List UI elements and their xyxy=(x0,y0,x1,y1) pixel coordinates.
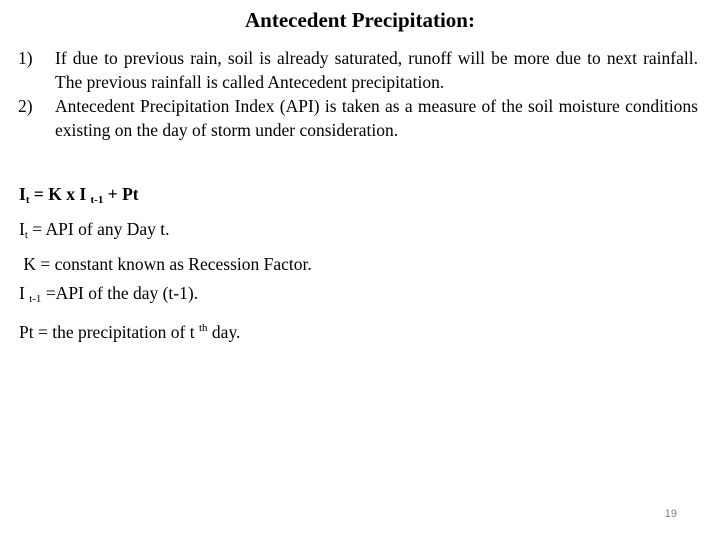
item-text: If due to previous rain, soil is already saturated, runoff will be more due to next rainfall. The previous rainfall is called Antecedent precipitation. xyxy=(55,48,698,92)
list-item xyxy=(18,94,698,142)
item-number: 2) xyxy=(18,96,33,116)
formula-prev-sub: t-1 xyxy=(90,194,104,206)
item-number: 1) xyxy=(18,48,33,68)
definition-it: $I_t$ = API of any Day t. xyxy=(19,219,170,241)
formula-rhs: + Pt xyxy=(103,184,139,204)
api-formula xyxy=(19,180,312,215)
formula-eq: = K x I xyxy=(29,184,91,204)
definition-k: K = constant known as Recession Factor. xyxy=(19,254,312,274)
formula-lhs: I xyxy=(19,184,26,204)
page-number: 19 xyxy=(664,508,677,520)
formula-block xyxy=(19,180,312,347)
points-list xyxy=(18,46,698,142)
item-text: Antecedent Precipitation Index (API) is taken as a measure of the soil moisture conditions existing on the day of storm under consideration. xyxy=(55,96,698,140)
slide-title: Antecedent Precipitation: xyxy=(245,8,475,32)
list-item xyxy=(18,46,698,94)
formula-lhs-sub: t xyxy=(25,194,30,206)
definition-pt: Pt = the precipitation of t $^{th}$ day. xyxy=(19,322,241,342)
definition-it-1: I $_{t-1}$ =API of the day (t-1). xyxy=(19,283,199,305)
